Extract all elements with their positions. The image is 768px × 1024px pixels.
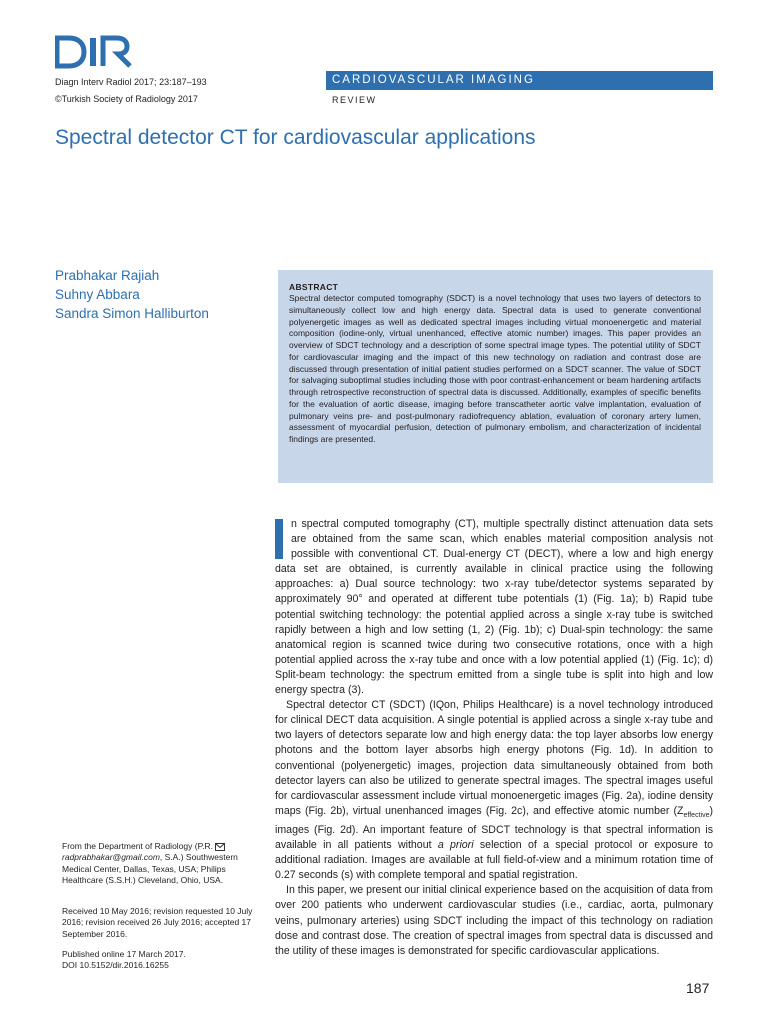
- abstract-text: Spectral detector computed tomography (SDCT) is a novel technology that uses two layers of detectors to simultaneously collect low and high energy data. Spectral data is used to generate conventional polyenergetic images as well as dedicated spectral images including virtual monoenergetic and material composition (iodine-only, virtual unenhanced, effective atomic number) images. This paper provides an overview of SDCT technology and a description of some spectral image types. The potential utility of SDCT for cardiovascular imaging and the impact of this new technology on radiation and contrast dose are discussed through presentation of initial patient studies performed on a SDCT scanner. The value of SDCT for salvaging suboptimal studies including those with poor contrast-enhancement or beam hardening artifacts through retrospective reconstruction of spectral data is discussed. Additionally, examples of specific benefits for the evaluation of aortic disease, imaging before transcatheter aortic valve implantation, evaluation of pulmonary veins pre- and post-pulmonary radiofrequency ablation, evaluation of coronary artery lumen, assessment of myocardial perfusion, detection of pulmonary embolism, and characterization of incidental findings are presented.: [289, 293, 701, 444]
- author-name: Prabhakar Rajiah: [55, 268, 160, 283]
- body-paragraph: [275, 517, 713, 698]
- affiliation-text: , S.A.) Southwestern Medical Center, Dallas, Texas, USA; Philips Healthcare (S.S.H.) Cleveland, Ohio, USA.: [62, 852, 238, 886]
- paragraph-text: Spectral detector CT (SDCT) (IQon, Philips Healthcare) is a novel technology introduced for clinical DECT data acquisition. A single potential is applied across a single x-ray tube and two layers of detectors separate low and high energy data: the top layer absorbs low energy photons and the bottom layer absorbs high energy photons (Fig. 1d). In addition to conventional (polyenergetic) images, projection data simultaneously obtained from both detector layers can also be utilized to generate spectral images. The spectral images useful for cardiovascular assessment include virtual monoenergetic images (Fig. 2a), iodine density maps (Fig. 2b), virtual unenhanced images (Fig. 2c), and effective atomic number (Z: [275, 699, 713, 817]
- section-banner: CARDIOVASCULAR IMAGING: [326, 71, 713, 90]
- italic-term: a priori: [437, 839, 474, 852]
- abstract-box: [278, 270, 713, 483]
- article-type: REVIEW: [332, 95, 377, 105]
- published-date: Published online 17 March 2017.: [62, 949, 186, 959]
- author-list: [55, 266, 209, 323]
- body-paragraph: [275, 698, 713, 883]
- subscript: effective: [683, 811, 710, 819]
- article-title: Spectral detector CT for cardiovascular applications: [55, 126, 536, 149]
- affiliation-text: From the Department of Radiology (P.R.: [62, 841, 216, 851]
- publication-footnote: [62, 949, 268, 972]
- body-paragraph: [275, 883, 713, 958]
- drop-cap-bar: [275, 519, 283, 559]
- journal-logo: [55, 35, 135, 69]
- received-footnote: Received 10 May 2016; revision requested 10 July 2016; revision received 26 July 2016; accepted 17 September 2016.: [62, 906, 253, 939]
- abstract-heading: ABSTRACT: [289, 282, 339, 292]
- paragraph-text: ) images (Fig. 2d). An important feature of SDCT technology is that spectral information is available in all patients without: [275, 804, 713, 852]
- doi-link[interactable]: DOI 10.5152/dir.2016.16255: [62, 960, 169, 971]
- article-body: [275, 517, 713, 959]
- paragraph-text: In this paper, we present our initial clinical experience based on the acquisition of data from over 200 patients who underwent cardiovascular studies (i.e., cardiac, aorta, pulmonary veins, pulmonary arteries) using SDCT including the impact of this technology on radiation dose and contrast dose. The creation of spectral images from spectral data is discussed and the utility of these images is demonstrated for specific cardiovascular applications.: [275, 884, 713, 957]
- journal-citation: Diagn Interv Radiol 2017; 23:187–193: [55, 77, 207, 87]
- page-number: 187: [686, 980, 710, 996]
- mail-icon: [215, 843, 225, 851]
- paragraph-text: selection of a special protocol or exposure to additional radiation. Images are available at full field-of-view and a minimum rotation time of 0.27 seconds (s) with complete temporal and spatial registration.: [275, 839, 714, 882]
- email-link[interactable]: radprabhakar@gmail.com: [62, 852, 160, 863]
- paragraph-text: n spectral computed tomography (CT), multiple spectrally distinct attenuation data sets are obtained from the same scan, which enables material composition analysis not possible with conventional CT. Dual-energy CT (DECT), where a low and high energy data set are obtained, is currently available in clinical practice using the following approaches: a) Dual source technology: two x-ray tube/detector systems separated by approximately 90° and operated at different tube potentials (1) (Fig. 1a); b) Rapid tube potential switching technology: the potential applied across a single x-ray tube is switched rapidly between a high and low setting (1, 2) (Fig. 1b); c) Dual-spin technology: the same anatomical region is scanned twice during two consecutive rotations, once with a high potential applied across the x-ray tube and once with a low potential applied (1) (Fig. 1c); d) Split-beam technology: the spectrum emitted from a single tube is split into high and low energy spectra (3).: [275, 518, 713, 697]
- author-name: Sandra Simon Halliburton: [55, 306, 209, 321]
- affiliation-footnote: [62, 841, 268, 887]
- author-name: Suhny Abbara: [55, 287, 140, 302]
- copyright-line: ©Turkish Society of Radiology 2017: [55, 94, 198, 104]
